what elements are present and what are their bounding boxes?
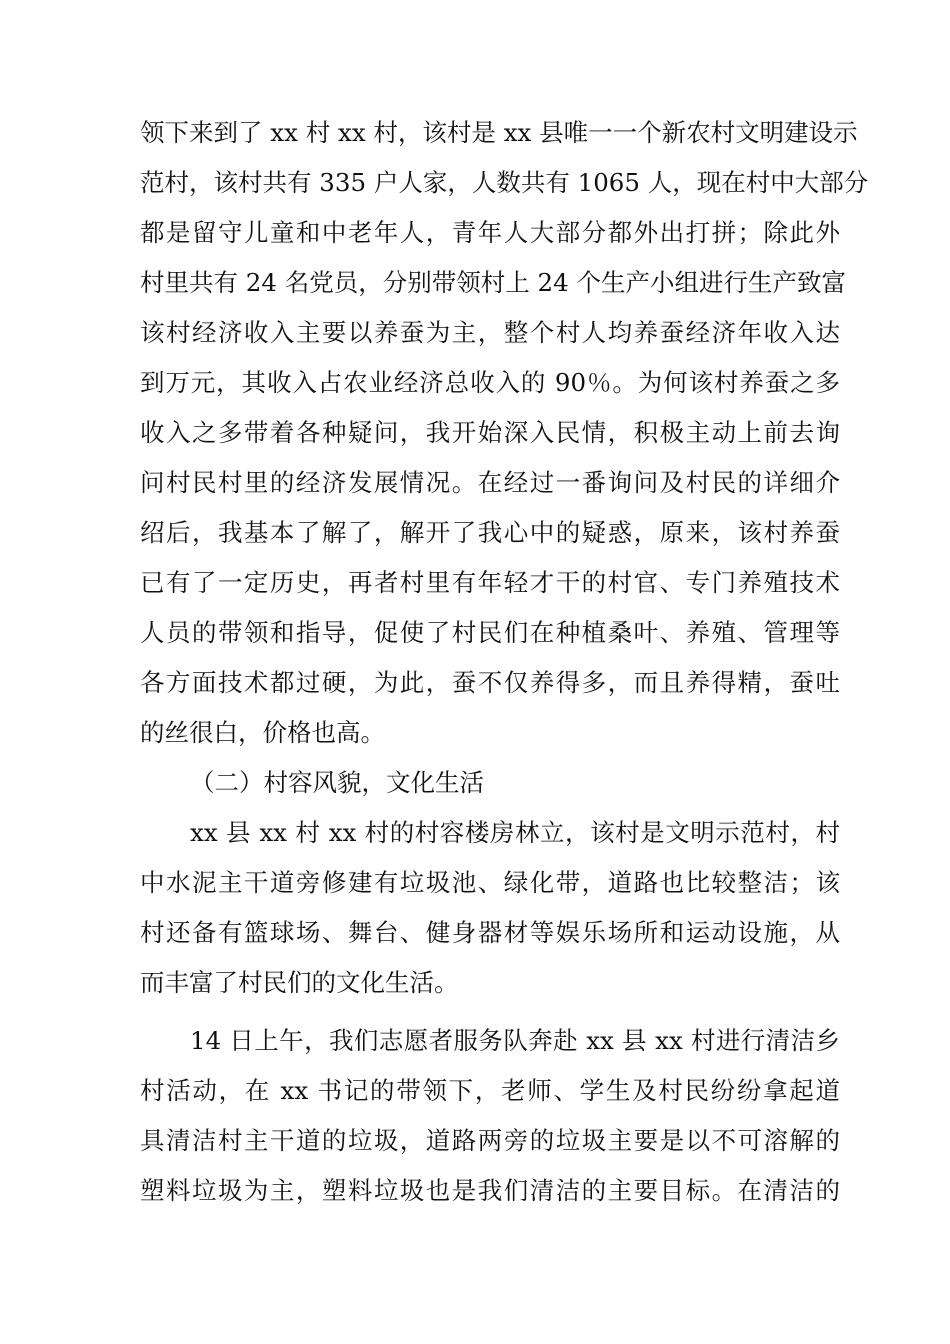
text-line: 村里共有 24 名党员，分别带领村上 24 个生产小组进行生产致富 <box>140 268 846 297</box>
text-line: 村还备有篮球场、舞台、健身器材等娱乐场所和运动设施，从 <box>140 918 840 947</box>
text-line: 而丰富了村民们的文化生活。 <box>140 968 459 997</box>
text-line: 已有了一定历史，再者村里有年轻才干的村官、专门养殖技术 <box>140 568 840 597</box>
text-line: 14 日上午，我们志愿者服务队奔赴 xx 县 xx 村进行清洁乡 <box>190 1026 840 1055</box>
text-line: xx 县 xx 村 xx 村的村容楼房林立，该村是文明示范村，村 <box>190 818 840 847</box>
text-line: 绍后，我基本了解了，解开了我心中的疑惑，原来，该村养蚕 <box>140 518 840 547</box>
text-line: 该村经济收入主要以养蚕为主，整个村人均养蚕经济年收入达 <box>140 318 840 347</box>
paragraph-cleanup-activity <box>140 1016 840 1216</box>
text-line: 中水泥主干道旁修建有垃圾池、绿化带，道路也比较整洁；该 <box>140 868 840 897</box>
text-line: 村活动，在 xx 书记的带领下，老师、学生及村民纷纷拿起道 <box>140 1076 840 1105</box>
text-line: 收入之多带着各种疑问，我开始深入民情，积极主动上前去询 <box>140 418 840 447</box>
text-line: 到万元，其收入占农业经济总收入的 90％。为何该村养蚕之多 <box>140 368 840 397</box>
text-line: 各方面技术都过硬，为此，蚕不仅养得多，而且养得精，蚕吐 <box>140 668 840 697</box>
text-line: 塑料垃圾为主，塑料垃圾也是我们清洁的主要目标。在清洁的 <box>140 1176 840 1205</box>
text-line: 问村民村里的经济发展情况。在经过一番询问及村民的详细介 <box>140 468 840 497</box>
paragraph-village-appearance <box>140 808 840 1008</box>
text-line: 都是留守儿童和中老年人，青年人大部分都外出打拼；除此外 <box>140 218 840 247</box>
text-line: 的丝很白，价格也高。 <box>140 718 385 747</box>
text-line: 具清洁村主干道的垃圾，道路两旁的垃圾主要是以不可溶解的 <box>140 1126 840 1155</box>
text-line: 人员的带领和指导，促使了村民们在种植桑叶、养殖、管理等 <box>140 618 840 647</box>
heading-text: （二）村容风貌，文化生活 <box>190 768 484 797</box>
paragraph-village-economy <box>140 108 869 758</box>
text-line: 领下来到了 xx 村 xx 村，该村是 xx 县唯一一个新农村文明建设示 <box>140 118 858 147</box>
paragraph-spacing <box>140 1008 840 1016</box>
section-heading <box>140 758 840 808</box>
text-line: 范村，该村共有 335 户人家，人数共有 1065 人，现在村中大部分 <box>140 168 869 197</box>
document-body <box>140 108 869 1216</box>
